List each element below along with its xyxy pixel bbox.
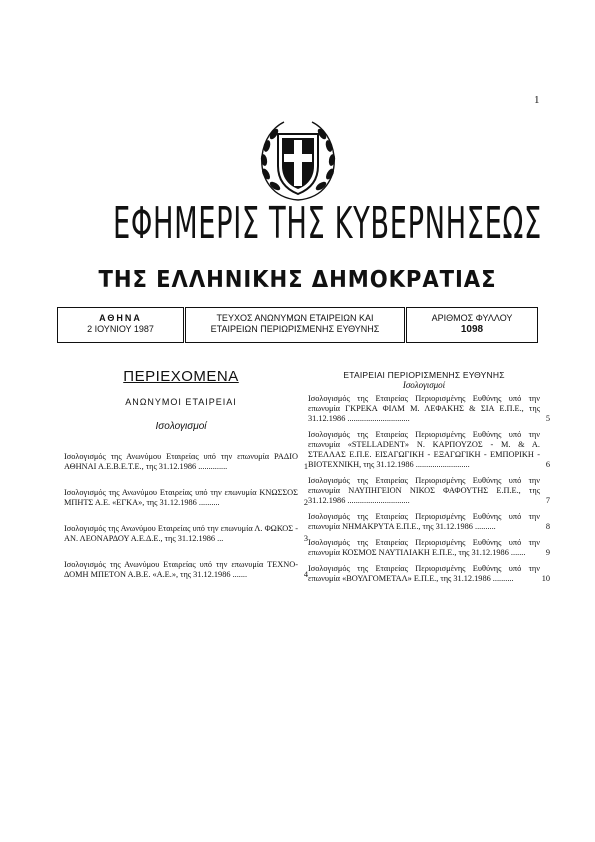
item-number: 7	[545, 496, 550, 505]
header-date: 2 ΙΟΥΝΙΟΥ 1987	[87, 324, 154, 334]
item-number: 3	[303, 534, 308, 543]
contents-left-column	[64, 368, 308, 596]
subheading-balances-right: Ισολογισμοί	[402, 380, 446, 390]
header-sheet-label: ΑΡΙΘΜΟΣ ΦΥΛΛΟΥ	[431, 313, 513, 323]
item-number: 10	[541, 574, 550, 583]
item-text: Ισολογισμός της Ανωνύμου Εταιρείας υπό την επωνυμία Λ. ΦΩΚΟΣ - ΑΝ. ΛΕΟΝΑΡΔΟΥ Α.Ε.Δ.Ε., της 31.12.1986 ...	[64, 524, 298, 543]
item-text: Ισολογισμός της Εταιρείας Περιορισμένης Ευθύνης υπό την επωνυμία ΓΚΡΕΚΑ ΦΙΛΜ Μ. ΛΕΦΑΚΗΣ & ΣΙΑ Ε.Π.Ε., της 31.12.1986 ..............................	[308, 394, 540, 423]
header-city: ΑΘΗΝΑ	[99, 313, 142, 323]
list-item	[308, 512, 550, 532]
list-item	[64, 452, 308, 472]
header-issue-line1: ΤΕΥΧΟΣ ΑΝΩΝΥΜΩΝ ΕΤΑΙΡΕΙΩΝ ΚΑΙ	[216, 313, 374, 323]
header-sheet-number: 1098	[460, 324, 484, 335]
item-number: 1	[303, 462, 308, 471]
page-number: 1	[534, 94, 540, 106]
section-heading-anonymous: ΑΝΩΝΥΜΟΙ ΕΤΑΙΡΕΙΑΙ	[125, 397, 237, 407]
list-item	[308, 564, 550, 584]
list-item	[64, 560, 308, 580]
list-item	[308, 476, 550, 506]
item-text: Ισολογισμός της Εταιρείας Περιορισμένης Ευθύνης υπό την επωνυμία «STELLADENT» Ν. ΚΑΡΠΟΥΖΟΣ - Μ. & Α. ΣΤΕΛΛΑΣ Ε.Π.Ε. ΕΙΣΑΓΩΓΙΚΗ - ΕΞΑΓΩΓΙΚΗ - ΕΜΠΟΡΙΚΗ - ΒΙΟΤΕΧΝΙΚΗ, της 31.12.1986 ..........................	[308, 430, 540, 469]
list-item	[308, 394, 550, 424]
item-text: Ισολογισμός της Ανωνύμου Εταιρείας υπό την επωνυμία ΚΝΩΣΣΟΣ ΜΠΗΤΣ Α.Ε. «ΕΓΚΑ», της 31.12.1986 ..........	[64, 488, 298, 507]
subheading-balances: Ισολογισμοί	[155, 421, 207, 432]
contents-heading: ΠΕΡΙΕΧΟΜΕΝΑ	[123, 368, 239, 385]
item-number: 6	[545, 460, 550, 469]
item-number: 2	[303, 498, 308, 507]
item-text: Ισολογισμός της Εταιρείας Περιορισμένης Ευθύνης υπό την επωνυμία ΚΟΣΜΟΣ ΝΑΥΤΙΛΙΑΚΗ Ε.Π.Ε., της 31.12.1986 .......	[308, 538, 540, 557]
greek-coat-of-arms-icon	[254, 116, 342, 206]
item-text: Ισολογισμός της Εταιρείας Περιορισμένης Ευθύνης υπό την επωνυμία «ΒΟΥΛΓΟΜΕΤΑΛ» Ε.Π.Ε., της 31.12.1986 ..........	[308, 564, 540, 583]
item-number: 5	[545, 414, 550, 423]
item-number: 4	[303, 570, 308, 579]
item-text: Ισολογισμός της Εταιρείας Περιορισμένης Ευθύνης υπό την επωνυμία ΝΑΥΠΗΓΕΙΟΝ ΝΙΚΟΣ ΦΑΦΟΥΤΗΣ Ε.Π.Ε., της 31.12.1986 ..............................	[308, 476, 540, 505]
item-text: Ισολογισμός της Εταιρείας Περιορισμένης Ευθύνης υπό την επωνυμία ΝΗΜΑΚΡΥΤΑ Ε.Π.Ε., της 31.12.1986 ..........	[308, 512, 540, 531]
header-issue-line2: ΕΤΑΙΡΕΙΩΝ ΠΕΡΙΩΡΙΣΜΕΝΗΣ ΕΥΘΥΝΗΣ	[210, 324, 380, 334]
list-item	[308, 430, 550, 470]
header-box-issue	[185, 307, 405, 343]
item-number: 9	[545, 548, 550, 557]
list-item	[64, 488, 308, 508]
header-box-sheet	[406, 307, 538, 343]
item-text: Ισολογισμός της Ανωνύμου Εταιρείας υπό την επωνυμία ΡΑΔΙΟ ΑΘΗΝΑΙ Α.Ε.Β.Ε.Τ.Ε., της 31.12.1986 ..............	[64, 452, 298, 471]
list-item	[308, 538, 550, 558]
masthead-subtitle: ΤΗΣ ΕΛΛΗΝΙΚΗΣ ΔΗΜΟΚΡΑΤΙΑΣ	[98, 267, 497, 293]
list-item	[64, 524, 308, 544]
section-heading-limited: ΕΤΑΙΡΕΙΑΙ ΠΕΡΙΟΡΙΣΜΕΝΗΣ ΕΥΘΥΝΗΣ	[343, 370, 505, 380]
contents-right-column	[308, 370, 550, 590]
header-box-date	[57, 307, 184, 343]
masthead-title: ΕΦΗΜΕΡΙΣ ΤΗΣ ΚΥΒΕΡΝΗΣΕΩΣ	[113, 198, 542, 249]
item-number: 8	[545, 522, 550, 531]
item-text: Ισολογισμός της Ανωνύμου Εταιρείας υπό την επωνυμία ΤΕΧΝΟ-ΔΟΜΗ ΜΠΕΤΟΝ Α.Β.Ε. «Α.Ε.», της 31.12.1986 .......	[64, 560, 298, 579]
